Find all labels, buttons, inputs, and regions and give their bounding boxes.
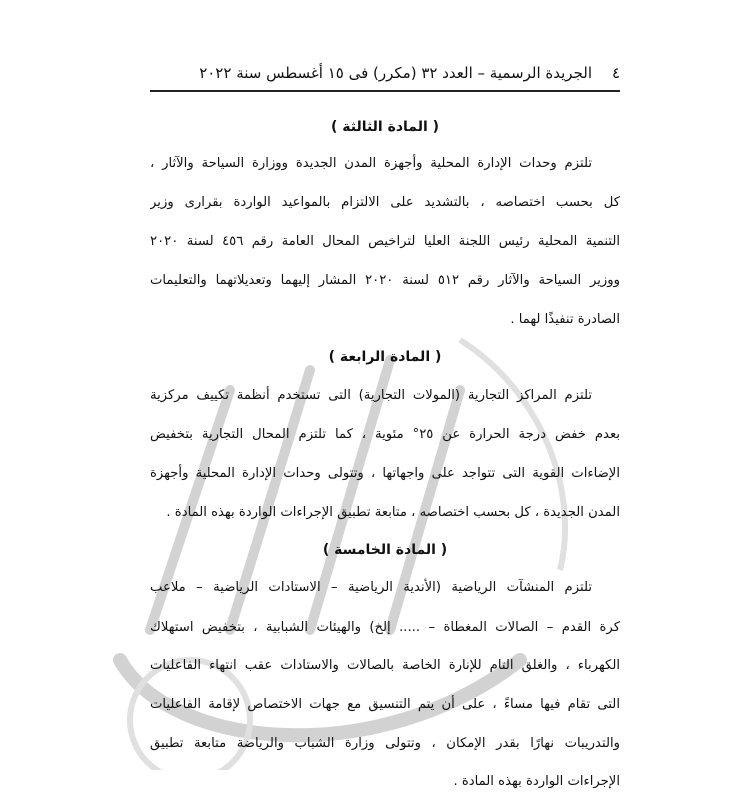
article-3-line: التنمية المحلية رئيس اللجنة العليا لتراخيص المحال العامة رقم ٤٥٦ لسنة ٢٠٢٠ (150, 234, 620, 249)
page-number: ٤ (611, 64, 620, 82)
article-3-heading: ( المادة الثالثة ) (330, 119, 440, 135)
article-5-line: الإجراءات الواردة بهذه المادة . (453, 774, 620, 789)
article-5-line: والتدريبات نهارًا بقدر الإمكان ، وتتولى وزارة الشباب والرياضة متابعة تطبيق (150, 736, 620, 751)
header-rule (150, 90, 620, 92)
article-5-heading: ( المادة الخامسة ) (322, 542, 448, 558)
article-3-line: ووزير السياحة والآثار رقم ٥١٢ لسنة ٢٠٢٠ المشار إليهما وتعديلاتهما والتعليمات (150, 273, 620, 288)
article-5-line: كرة القدم – الصالات المغطاة – ..... إلخ) والهيئات الشبابية ، بتخفيض استهلاك (150, 620, 620, 635)
article-3-line: الصادرة تنفيذًا لهما . (510, 312, 620, 327)
page-header (150, 64, 620, 92)
article-3-line: كل بحسب اختصاصه ، بالتشديد على الالتزام بالمواعيد الواردة بقرارى وزير (150, 195, 620, 210)
article-3-line: تلتزم وحدات الإدارة المحلية وأجهزة المدن الجديدة ووزارة السياحة والآثار ، (150, 156, 592, 171)
article-5-line: التى تقام فيها مساءً ، على أن يتم التنسيق مع جهات الاختصاص لإقامة الفاعليات (150, 697, 620, 712)
article-5-line: تلتزم المنشآت الرياضية (الأندية الرياضية – الاستادات الرياضية – ملاعب (150, 580, 592, 595)
article-5-line: الكهرباء ، والغلق التام للإنارة الخاصة بالصالات والاستادات عقب انتهاء الفاعليات (150, 658, 620, 673)
article-4-line: تلتزم المراكز التجارية (المولات التجارية) التى تستخدم أنظمة تكييف مركزية (150, 388, 592, 403)
article-4-line: الإضاءات القوية التى تتواجد على واجهاتها ، وتتولى وحدات الإدارة المحلية وأجهزة (150, 466, 620, 481)
article-4-heading: ( المادة الرابعة ) (328, 349, 442, 365)
article-4-line: بعدم خفض درجة الحرارة عن ٢٥° مئوية ، كما تلتزم المحال التجارية بتخفيض (150, 427, 620, 442)
gazette-title: الجريدة الرسمية – العدد ٣٢ (مكرر) فى ١٥ أغسطس سنة ٢٠٢٢ (199, 64, 592, 82)
article-4-line: المدن الجديدة ، كل بحسب اختصاصه ، متابعة تطبيق الإجراءات الواردة بهذه المادة . (166, 505, 620, 520)
document-page (150, 0, 620, 794)
